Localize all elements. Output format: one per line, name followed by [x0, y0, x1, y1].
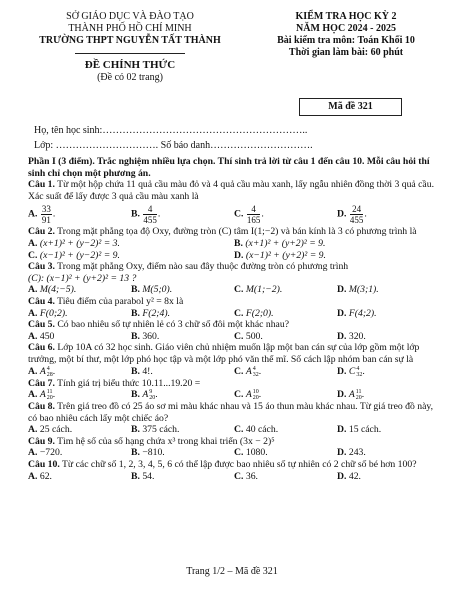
tail: .	[361, 389, 365, 401]
question-5-options	[28, 331, 440, 343]
question-8-options	[28, 424, 440, 436]
option-text: 1080.	[245, 447, 268, 459]
question-label: Câu 9.	[28, 435, 55, 447]
superscript: 4	[252, 365, 256, 372]
option-text: 40 cách.	[245, 424, 279, 436]
option-label: A.	[28, 208, 38, 220]
question-label: Câu 2.	[28, 226, 55, 238]
option-label: D.	[337, 330, 347, 342]
option-label: B.	[131, 208, 140, 220]
option-text: 450	[39, 330, 55, 342]
option-label: A.	[28, 284, 38, 296]
option-c[interactable]	[28, 250, 234, 262]
option-b[interactable]	[131, 447, 234, 459]
fraction	[41, 204, 52, 225]
subscript: 20	[46, 395, 53, 402]
question-label: Câu 10.	[28, 459, 60, 471]
department-name: SỞ GIÁO DỤC VÀ ĐÀO TẠO	[66, 11, 194, 22]
option-b[interactable]	[131, 389, 234, 401]
question-1	[28, 179, 440, 202]
question-label: Câu 1.	[28, 179, 55, 191]
option-d[interactable]	[337, 471, 440, 483]
option-d[interactable]	[337, 424, 440, 436]
option-label: D.	[337, 424, 347, 436]
equation-text: (C): (x−1)² + (y+2)² = 13 ?	[28, 272, 137, 284]
symbol: A	[245, 365, 252, 377]
option-c[interactable]	[234, 424, 337, 436]
option-text: (x+1)² + (y−2)² = 3.	[39, 237, 120, 249]
option-label: C.	[234, 470, 244, 482]
option-a[interactable]	[28, 284, 131, 296]
option-label: D.	[337, 365, 347, 377]
question-3-equation	[28, 273, 440, 285]
tail: .	[261, 208, 264, 220]
option-label: C.	[234, 447, 244, 459]
question-text: Tiêu điểm của parabol y² = 8x là	[54, 295, 184, 307]
question-text: Trong mặt phẳng Oxy, điểm nào sau đây thuộc đường tròn có phương trình	[54, 261, 349, 273]
question-label: Câu 3.	[28, 261, 55, 273]
city-name: THÀNH PHỐ HỒ CHÍ MINH	[68, 23, 192, 34]
option-text: 42.	[348, 470, 361, 482]
fraction	[349, 203, 367, 225]
option-label: B.	[131, 470, 140, 482]
question-text: Lớp 10A có 32 học sinh. Giáo viên chủ nhiệm muốn lập một ban cán sự của lớp gồm một lớp trưởng, một bí thư, một lớp phó học tập và một lớp phó văn thể mĩ. Số cách lập nhóm ban cán sự là	[28, 342, 420, 365]
option-label: A.	[28, 237, 38, 249]
question-3-options	[28, 284, 440, 296]
superscript: 10	[252, 389, 259, 396]
questions-area	[28, 156, 440, 482]
option-label: B.	[131, 284, 140, 296]
numerator: 4	[247, 204, 261, 215]
option-text: 62.	[39, 470, 52, 482]
option-label: C.	[234, 330, 244, 342]
tail: .	[364, 208, 367, 220]
pages-note: (Đề có 02 trang)	[97, 72, 163, 83]
question-8	[28, 401, 440, 424]
student-class-line: Lớp: …………………………. Số báo danh………………………….	[34, 140, 313, 151]
option-label: C.	[234, 208, 244, 220]
option-a[interactable]	[28, 366, 131, 378]
question-2-options-row1	[28, 238, 440, 250]
tail: .	[362, 365, 365, 377]
option-c[interactable]	[234, 389, 337, 401]
option-b[interactable]	[131, 424, 234, 436]
question-label: Câu 4.	[28, 295, 55, 307]
option-text: 375 cách.	[142, 424, 180, 436]
option-b[interactable]	[131, 471, 234, 483]
option-b[interactable]	[234, 238, 440, 250]
option-d[interactable]	[337, 308, 440, 320]
option-label: B.	[131, 365, 140, 377]
option-text: 4!.	[142, 365, 153, 377]
subscript: 32	[356, 371, 363, 378]
question-text: Tìm hệ số của số hạng chứa x³ trong khai triển (3x − 2)⁵	[54, 435, 275, 447]
numerator: 33	[41, 203, 51, 214]
superscript: 9	[149, 389, 153, 396]
duration-line: Thời gian làm bài: 60 phút	[288, 47, 404, 58]
question-9-options	[28, 447, 440, 459]
option-text: M(5;0).	[142, 284, 173, 296]
question-label: Câu 6.	[28, 342, 55, 354]
option-label: D.	[337, 389, 347, 401]
denominator: 91	[41, 214, 51, 225]
question-3	[28, 261, 440, 273]
option-label: A.	[28, 447, 38, 459]
option-label: B.	[131, 447, 140, 459]
tail: .	[52, 389, 56, 401]
part1-title: Phần I (3 điểm). Trắc nghiệm nhiều lựa chọn. Thí sinh trả lời từ câu 1 đến câu 10. Mỗi câu hỏi thí sinh chỉ chọn một phương án.	[28, 156, 430, 179]
option-text: 243.	[348, 447, 366, 459]
option-c[interactable]	[234, 204, 337, 225]
question-5	[28, 319, 440, 331]
question-text: Trên giá treo đồ có 25 áo sơ mi màu khác nhau và 15 áo thun màu khác nhau. Từ giá treo đồ này, có bao nhiêu cách lấy một chiếc áo?	[28, 401, 434, 424]
question-text: Trong mặt phẳng tọa độ Oxy, đường tròn (C) tâm I(1;−2) và bán kính là 3 có phương trình là	[54, 226, 417, 238]
option-c[interactable]	[234, 366, 337, 378]
question-10-options	[28, 471, 440, 483]
option-a[interactable]	[28, 331, 131, 343]
option-c[interactable]	[234, 331, 337, 343]
fraction	[246, 203, 264, 225]
exam-title: KIỂM TRA HỌC KỲ 2	[295, 11, 397, 22]
option-d[interactable]	[337, 447, 440, 459]
option-text: M(1;−2).	[245, 284, 283, 296]
option-text: 320.	[348, 330, 366, 342]
question-9	[28, 436, 440, 448]
numerator: 4	[143, 204, 157, 215]
option-label: B.	[234, 237, 243, 249]
option-text: F(4;2).	[348, 307, 377, 319]
official-label: ĐỀ CHÍNH THỨC	[84, 59, 176, 71]
question-text: Từ các chữ số 1, 2, 3, 4, 5, 6 có thể lập được bao nhiêu số tự nhiên có 2 chữ số bé hơn 100?	[59, 459, 417, 471]
option-label: B.	[131, 330, 140, 342]
question-label: Câu 8.	[28, 401, 55, 413]
symbol: A	[39, 365, 46, 377]
option-label: C.	[234, 389, 244, 401]
tail: .	[52, 208, 56, 220]
option-label: C.	[234, 284, 244, 296]
fraction	[143, 204, 157, 225]
option-label: D.	[337, 447, 347, 459]
student-name-line: Họ, tên học sinh:……………………………………………………..	[34, 125, 308, 136]
question-text: Từ một hộp chứa 11 quả cầu màu đỏ và 4 quả cầu màu xanh, lấy ngẫu nhiên đồng thời 3 quả cầu. Xác suất để lấy được 3 quả cầu màu xanh là	[28, 179, 434, 202]
option-d[interactable]	[337, 204, 440, 225]
option-d[interactable]	[337, 284, 440, 296]
question-label: Câu 5.	[28, 319, 55, 331]
option-text: F(2;0).	[245, 307, 274, 319]
exam-code-box: Mã đề 321	[299, 98, 402, 116]
option-a[interactable]	[28, 447, 131, 459]
tail: .	[155, 389, 158, 401]
option-a[interactable]	[28, 389, 131, 401]
option-text: −720.	[39, 447, 63, 459]
option-label: D.	[337, 284, 347, 296]
symbol: A	[142, 389, 149, 401]
option-text: M(4;−5).	[39, 284, 77, 296]
option-d[interactable]	[337, 366, 440, 378]
tail: .	[157, 208, 161, 220]
question-7-options	[28, 389, 440, 401]
option-c[interactable]	[234, 447, 337, 459]
option-text: 25 cách.	[39, 424, 73, 436]
option-label: D.	[337, 208, 347, 220]
option-text: (x−1)² + (y−2)² = 9.	[39, 249, 120, 261]
option-b[interactable]	[131, 308, 234, 320]
superscript: 4	[46, 365, 50, 372]
option-label: C.	[234, 424, 244, 436]
header-left	[20, 11, 240, 84]
denominator: 165	[246, 214, 261, 225]
option-b[interactable]	[131, 284, 234, 296]
option-c[interactable]	[234, 471, 337, 483]
denominator: 455	[143, 214, 157, 225]
option-label: B.	[131, 424, 140, 436]
option-text: 54.	[142, 470, 155, 482]
tail: .	[258, 389, 262, 401]
option-label: A.	[28, 470, 38, 482]
option-text: F(0;2).	[39, 307, 68, 319]
option-text: 360.	[142, 330, 160, 342]
question-label: Câu 7.	[28, 377, 55, 389]
option-text: (x+1)² + (y+2)² = 9.	[245, 237, 326, 249]
option-label: D.	[337, 470, 347, 482]
option-label: C.	[234, 307, 244, 319]
option-label: A.	[28, 330, 38, 342]
question-1-options	[28, 202, 440, 226]
option-d[interactable]	[234, 250, 440, 262]
question-text: Có bao nhiêu số tự nhiên lẻ có 3 chữ số đôi một khác nhau?	[54, 319, 289, 331]
option-label: D.	[234, 249, 244, 261]
option-d[interactable]	[337, 389, 440, 401]
question-2-options-row2	[28, 250, 440, 262]
question-text: Tính giá trị biểu thức 10.11...19.20 =	[54, 377, 201, 389]
symbol: A	[348, 389, 355, 401]
option-label: D.	[337, 307, 347, 319]
option-text: F(2;4).	[142, 307, 171, 319]
option-text: 15 cách.	[348, 424, 382, 436]
option-label: B.	[131, 307, 140, 319]
option-text: −810.	[142, 447, 165, 459]
option-a[interactable]	[28, 238, 234, 250]
numerator: 24	[350, 204, 364, 215]
option-text: 500.	[245, 330, 263, 342]
question-6	[28, 342, 440, 365]
subscript: 20	[355, 395, 362, 402]
student-info	[34, 123, 313, 153]
option-a[interactable]	[28, 204, 131, 225]
question-6-options	[28, 366, 440, 378]
header-right	[246, 11, 446, 59]
superscript: 11	[355, 389, 362, 396]
superscript: 4	[356, 365, 360, 372]
subscript: 20	[149, 395, 156, 402]
option-b[interactable]	[131, 331, 234, 343]
subscript: 32	[252, 371, 259, 378]
denominator: 455	[349, 214, 364, 225]
symbol: A	[39, 389, 46, 401]
page-footer: Trang 1/2 – Mã đề 321	[186, 566, 278, 577]
option-c[interactable]	[234, 284, 337, 296]
option-a[interactable]	[28, 308, 131, 320]
option-label: B.	[131, 389, 140, 401]
option-text: M(3;1).	[348, 284, 379, 296]
option-label: A.	[28, 365, 38, 377]
option-b[interactable]	[131, 366, 234, 378]
symbol: A	[245, 389, 252, 401]
question-7	[28, 378, 440, 390]
school-year: NĂM HỌC 2024 - 2025	[296, 23, 396, 34]
option-text: 36.	[245, 470, 258, 482]
question-2	[28, 226, 440, 238]
tail: .	[258, 365, 262, 377]
subscript: 20	[252, 395, 259, 402]
superscript: 11	[46, 389, 53, 396]
question-10	[28, 459, 440, 471]
question-4-options	[28, 308, 440, 320]
option-c[interactable]	[234, 308, 337, 320]
header-divider	[75, 53, 185, 54]
option-a[interactable]	[28, 424, 131, 436]
option-label: C.	[234, 365, 244, 377]
tail: .	[52, 365, 56, 377]
option-b[interactable]	[131, 204, 234, 225]
option-label: A.	[28, 389, 38, 401]
subscript: 28	[46, 371, 53, 378]
option-label: C.	[28, 249, 38, 261]
school-name: TRƯỜNG THPT NGUYỄN TẤT THÀNH	[39, 35, 221, 46]
option-label: A.	[28, 424, 38, 436]
symbol: C	[348, 365, 356, 377]
subject-line: Bài kiểm tra môn: Toán Khối 10	[277, 35, 415, 46]
option-d[interactable]	[337, 331, 440, 343]
option-a[interactable]	[28, 471, 131, 483]
option-label: A.	[28, 307, 38, 319]
option-text: (x−1)² + (y+2)² = 9.	[245, 249, 326, 261]
question-4	[28, 296, 440, 308]
